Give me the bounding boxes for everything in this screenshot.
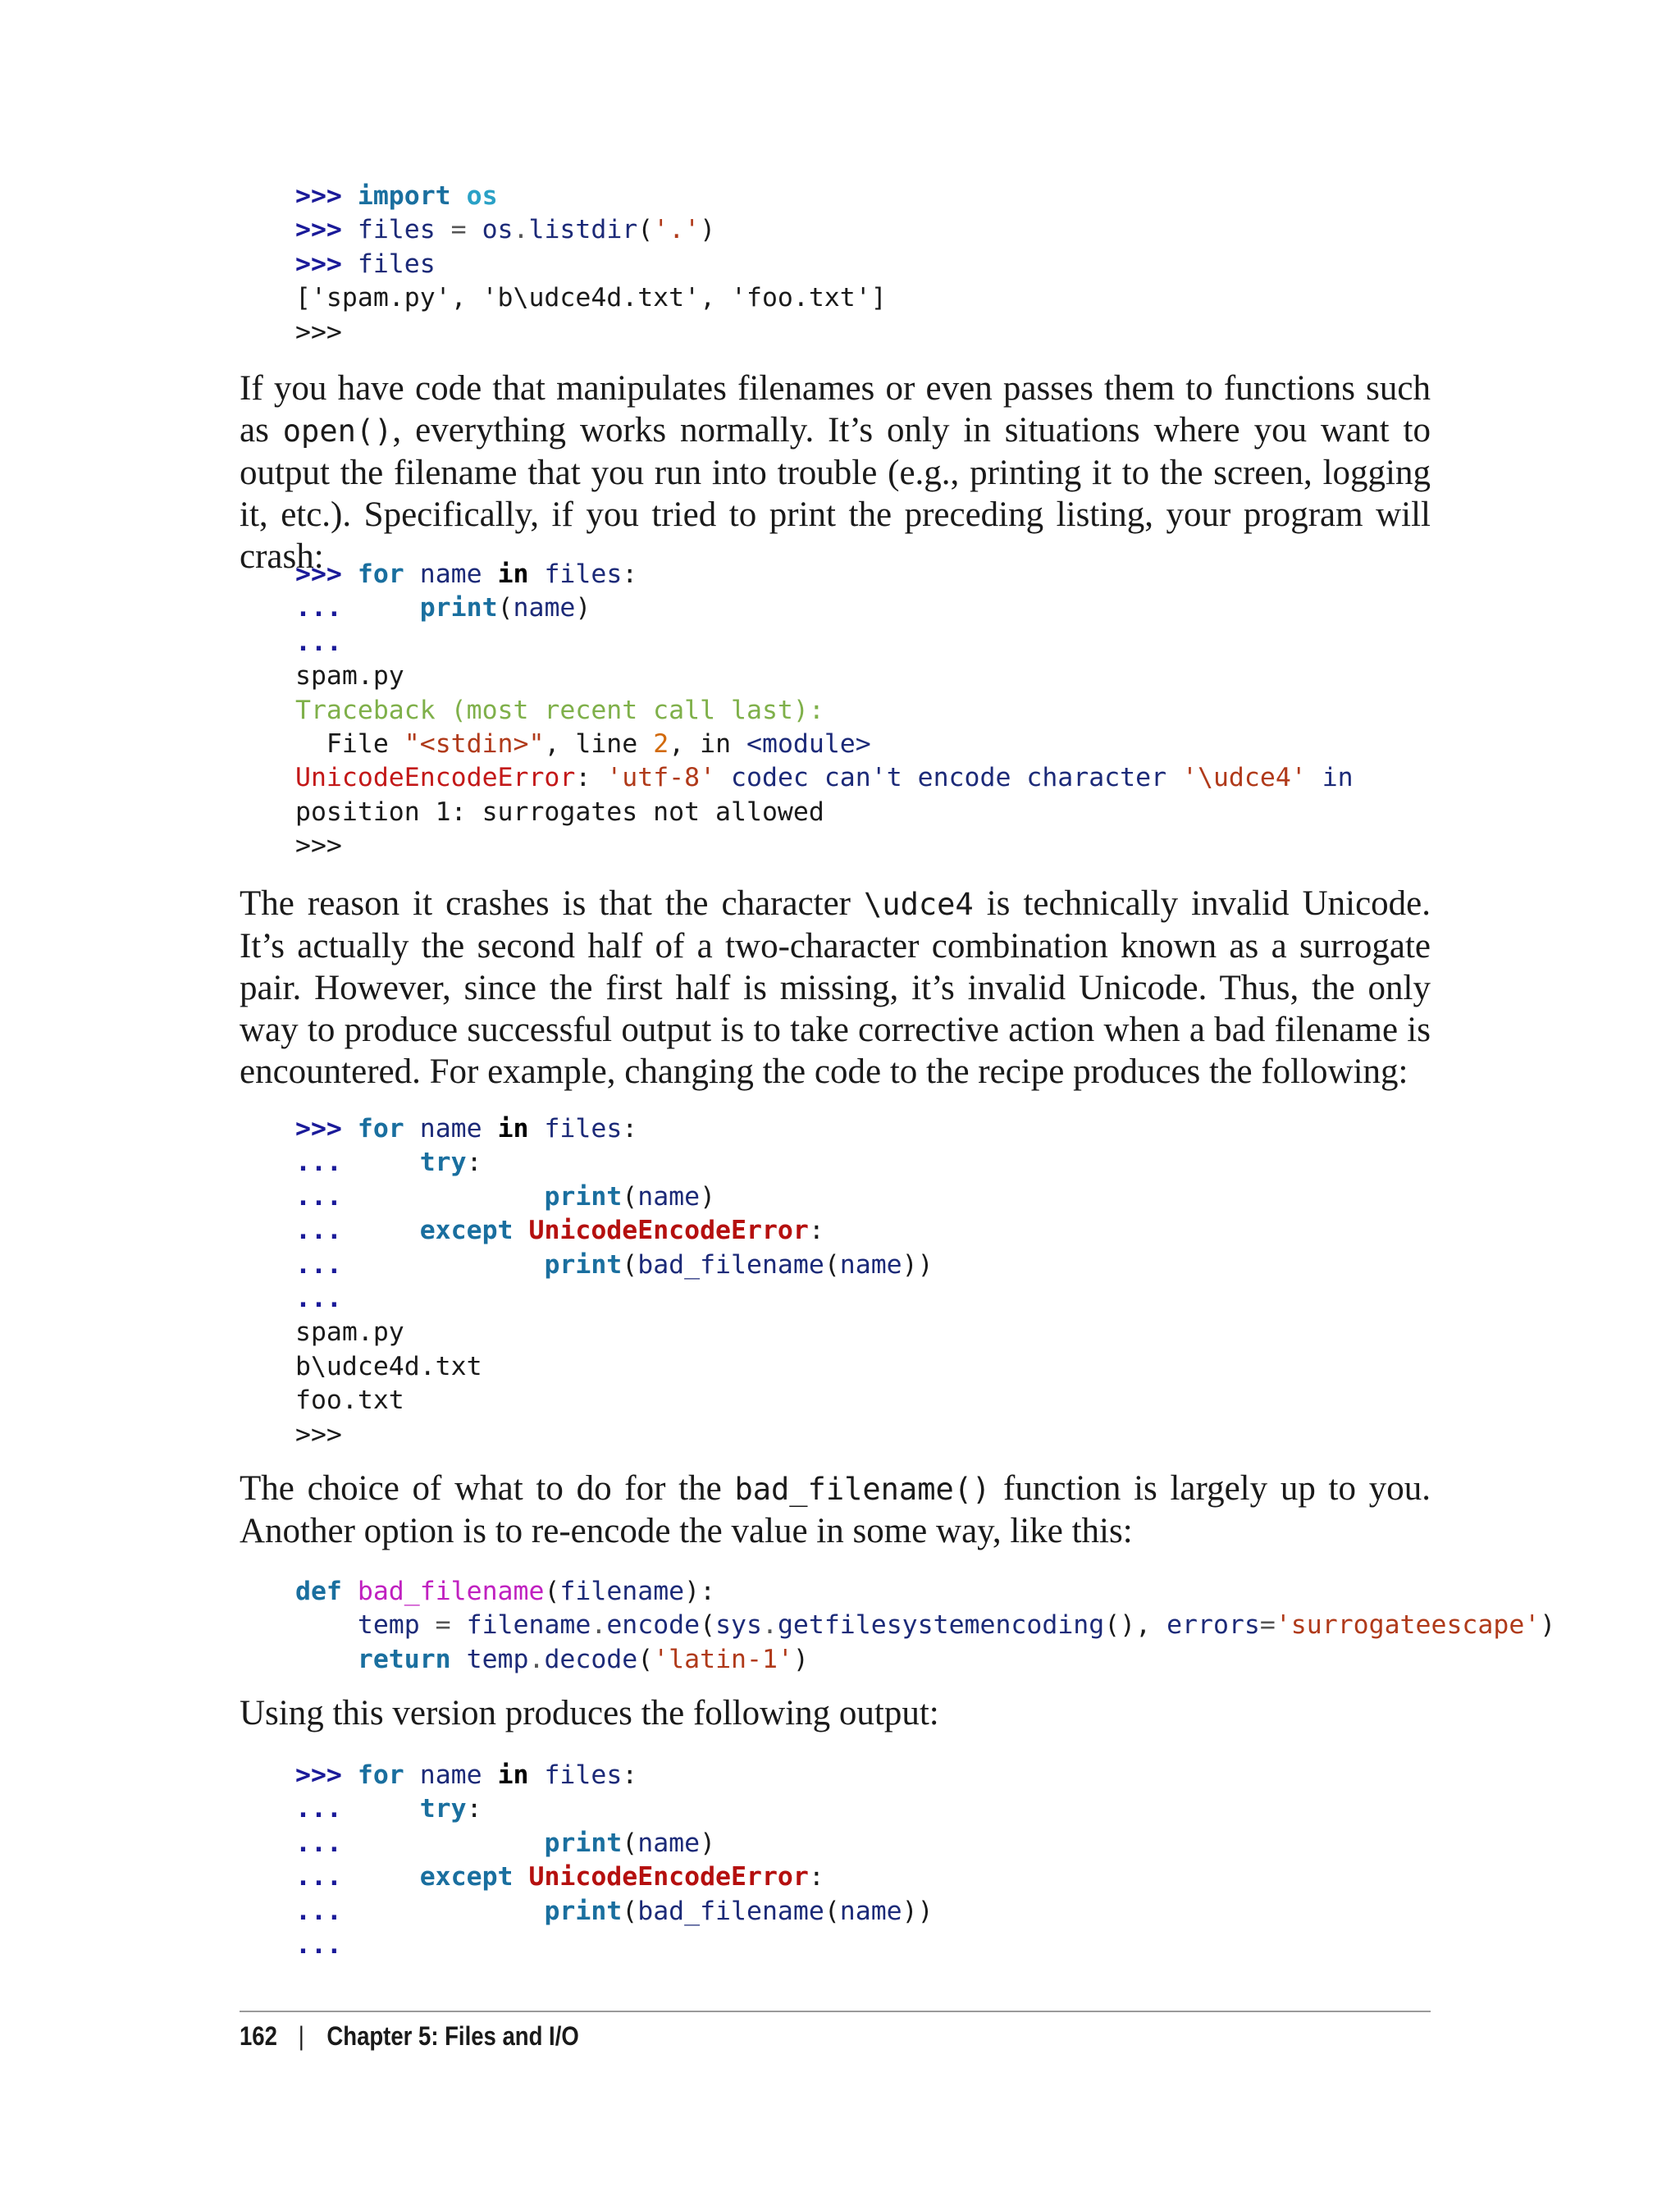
code-token: >>>: [295, 181, 358, 211]
code-token: [295, 1645, 358, 1674]
paragraph-text: , everything works normally. It’s only in situations where you want to output the filename that you run into trouble (e.g., printing it to the screen, logging it, etc.). Specifically, if you tried to print the preceding listing, your program will crash:: [240, 411, 1431, 576]
code-block-crash: [295, 558, 1354, 864]
code-line: [295, 1180, 934, 1214]
code-token: try: [419, 1794, 467, 1824]
code-line: [295, 1418, 934, 1452]
code-token: >>>: [295, 1114, 358, 1144]
code-token: try: [419, 1148, 467, 1178]
code-token: temp: [466, 1644, 529, 1674]
code-token: decode: [544, 1644, 638, 1674]
code-line: [295, 1792, 934, 1826]
code-token: except: [419, 1862, 514, 1892]
code-token: spam.py: [295, 661, 404, 692]
code-token: (: [637, 1644, 654, 1674]
code-token: >>>: [295, 559, 358, 589]
code-token: name: [513, 593, 576, 623]
code-line: [295, 728, 1354, 761]
code-token: bad_filename: [637, 1249, 824, 1280]
code-token: [514, 1216, 529, 1245]
code-token: >>>: [295, 317, 342, 347]
code-token: files: [357, 249, 436, 279]
code-token: print: [544, 1896, 623, 1926]
code-token: ): [700, 1828, 716, 1858]
code-token: (: [544, 1577, 560, 1606]
code-token: ...: [295, 593, 420, 623]
code-token: =: [435, 215, 482, 245]
code-token: name: [419, 1760, 482, 1790]
code-token: (: [824, 1896, 840, 1926]
code-token: name: [637, 1181, 701, 1212]
code-token: listdir: [528, 215, 638, 245]
paragraph-text: The choice of what to do for the: [240, 1469, 735, 1508]
code-line: [295, 248, 887, 281]
inline-code: \udce4: [864, 887, 974, 922]
code-token: b\udce4d.txt: [295, 1351, 482, 1381]
code-token: , in: [669, 728, 747, 759]
paragraph-text: function is largely up to you. Another option is to re-encode the value in some way, like this:: [240, 1469, 1431, 1550]
code-token: UnicodeEncodeError: [528, 1216, 809, 1246]
code-token: return: [357, 1644, 451, 1674]
code-line: [295, 1895, 934, 1929]
paragraph-crash-reason: [240, 883, 1431, 1093]
code-line: [295, 1146, 934, 1180]
code-token: :: [575, 763, 607, 793]
code-token: :: [622, 559, 638, 589]
code-line: [295, 1316, 934, 1349]
code-token: in: [497, 1114, 529, 1144]
code-token: >>>: [295, 1760, 358, 1790]
code-token: bad_filename: [357, 1577, 545, 1606]
code-token: ...: [295, 1828, 545, 1858]
code-block-bad-filename-def: [295, 1575, 1555, 1677]
code-token: print: [544, 1828, 623, 1858]
code-token: [1166, 763, 1182, 792]
paragraph-text: Using this version produces the following output:: [240, 1694, 939, 1732]
code-token: errors: [1166, 1610, 1260, 1641]
code-token: in: [1322, 763, 1354, 793]
code-line: [295, 316, 887, 349]
code-token: [342, 1577, 358, 1606]
code-token: for: [357, 559, 404, 589]
code-token: .: [761, 1610, 778, 1641]
code-token: encode: [606, 1610, 701, 1641]
inline-code: open(): [282, 413, 393, 449]
code-token: name: [419, 559, 482, 589]
code-token: UnicodeEncodeError: [295, 763, 576, 793]
code-token: <module>: [746, 728, 871, 759]
code-token: spam.py: [295, 1317, 404, 1348]
code-token: name: [637, 1828, 701, 1858]
code-token: Traceback (most recent call last):: [295, 695, 824, 725]
code-token: ):: [684, 1577, 716, 1606]
code-token: files: [544, 1114, 623, 1144]
code-token: :: [622, 1114, 638, 1144]
code-token: files: [544, 559, 623, 589]
page-footer: [240, 2021, 579, 2052]
code-block-recipe: [295, 1112, 934, 1452]
code-token: ...: [295, 1896, 545, 1926]
code-token: ...: [295, 1794, 420, 1824]
code-token: ...: [295, 1148, 420, 1178]
code-line: [295, 1575, 1555, 1609]
code-token: :: [622, 1760, 638, 1790]
code-token: )): [902, 1249, 934, 1280]
code-token: (: [622, 1181, 638, 1212]
code-token: [715, 763, 731, 792]
code-token: ): [700, 215, 716, 245]
code-token: [529, 1114, 545, 1144]
code-block-recipe-repeat: [295, 1759, 934, 1962]
code-token: files: [544, 1760, 623, 1790]
code-token: 2: [653, 728, 669, 759]
code-token: os: [466, 181, 498, 211]
code-token: .: [513, 215, 529, 245]
code-token: :: [808, 1216, 824, 1246]
code-line: [295, 180, 887, 213]
code-line: [295, 829, 1354, 863]
code-token: ): [1540, 1610, 1556, 1641]
code-token: name: [839, 1896, 902, 1926]
paragraph-text: The reason it crashes is that the character: [240, 884, 865, 923]
code-token: ...: [295, 627, 342, 657]
code-token: bad_filename: [637, 1896, 824, 1926]
code-token: UnicodeEncodeError: [528, 1862, 809, 1892]
code-token: :: [466, 1148, 482, 1178]
inline-code: bad_filename(): [734, 1472, 991, 1507]
paragraph-filenames-output: [240, 368, 1431, 578]
code-token: [1307, 763, 1322, 792]
code-line: [295, 1214, 934, 1248]
code-token: os: [482, 215, 514, 245]
code-token: '\udce4': [1182, 763, 1307, 793]
code-token: ...: [295, 1181, 545, 1212]
code-token: ): [700, 1181, 716, 1212]
code-token: [404, 1114, 420, 1144]
code-token: )): [902, 1896, 934, 1926]
code-token: files: [357, 215, 436, 245]
code-line: [295, 1860, 934, 1894]
page-number: 162: [240, 2021, 277, 2051]
code-line: [295, 1609, 1555, 1642]
footer-rule: [240, 2011, 1431, 2012]
code-token: [482, 1760, 498, 1790]
code-token: ...: [295, 1283, 342, 1313]
code-token: ['spam.py', 'b\udce4d.txt', 'foo.txt']: [295, 283, 887, 313]
paragraph-bad-filename-choice: [240, 1468, 1431, 1552]
code-token: in: [497, 559, 529, 589]
code-token: 'latin-1': [653, 1644, 793, 1674]
code-token: foo.txt: [295, 1386, 404, 1416]
code-line: [295, 694, 1354, 728]
code-token: ): [792, 1644, 809, 1674]
code-token: :: [808, 1862, 824, 1892]
code-token: File: [295, 728, 404, 759]
code-line: [295, 1350, 934, 1384]
code-line: [295, 213, 887, 247]
code-token: def: [295, 1577, 342, 1606]
footer-separator: |: [298, 2021, 304, 2051]
code-token: [482, 1114, 498, 1144]
code-token: [451, 1645, 467, 1674]
code-token: print: [544, 1181, 623, 1212]
code-token: (: [497, 593, 514, 623]
code-token: :: [466, 1794, 482, 1824]
code-token: codec can't encode character: [731, 763, 1167, 793]
paragraph-using-version: [240, 1692, 1431, 1734]
code-line: [295, 558, 1354, 591]
code-token: ...: [295, 1216, 420, 1246]
code-token: (),: [1104, 1610, 1167, 1641]
code-block-listdir: [295, 180, 887, 349]
code-line: [295, 1759, 934, 1792]
code-token: getfilesystemencoding: [777, 1610, 1105, 1641]
code-token: [404, 1760, 420, 1790]
code-line: [295, 1643, 1555, 1677]
code-token: .: [528, 1644, 545, 1674]
code-line: [295, 761, 1354, 795]
code-token: position 1: surrogates not allowed: [295, 797, 824, 827]
code-token: (: [622, 1828, 638, 1858]
code-token: ...: [295, 1249, 545, 1280]
code-token: >>>: [295, 831, 342, 861]
code-token: (: [622, 1896, 638, 1926]
code-token: filename: [559, 1577, 685, 1606]
code-line: [295, 626, 1354, 660]
paragraph-text: is technically invalid Unicode. It’s actually the second half of a two-character combination known as a surrogate pair. However, since the first half is missing, it’s invalid Unicode. Thus, the only way to produce successful output is to take corrective action when a bad filename is encountered. For example, changing the code to the recipe produces the following:: [240, 884, 1431, 1091]
code-line: [295, 1384, 934, 1418]
code-token: =: [1259, 1610, 1276, 1641]
code-token: .: [591, 1610, 607, 1641]
code-line: [295, 591, 1354, 625]
code-token: >>>: [295, 1419, 342, 1449]
code-token: filename: [466, 1610, 591, 1641]
code-token: name: [839, 1249, 902, 1280]
paragraph-text: If you have code that manipulates filenames or even passes them to functions such as: [240, 369, 1431, 450]
code-line: [295, 1827, 934, 1860]
code-token: [482, 559, 498, 589]
code-line: [295, 281, 887, 315]
code-token: [514, 1862, 529, 1892]
code-token: "<stdin>": [404, 728, 545, 759]
code-token: '.': [653, 215, 701, 245]
code-token: [295, 1610, 358, 1640]
code-token: =: [419, 1610, 467, 1641]
code-line: [295, 1282, 934, 1316]
code-token: [529, 559, 545, 589]
code-token: import: [357, 181, 451, 211]
code-token: 'utf-8': [606, 763, 716, 793]
code-token: for: [357, 1114, 404, 1144]
code-token: (: [637, 215, 654, 245]
code-token: sys: [715, 1610, 762, 1641]
code-token: temp: [357, 1610, 420, 1641]
code-token: [404, 559, 420, 589]
code-token: >>>: [295, 215, 358, 245]
code-token: , line: [544, 728, 654, 759]
code-token: name: [419, 1114, 482, 1144]
code-token: [529, 1760, 545, 1790]
code-line: [295, 1249, 934, 1282]
code-token: >>>: [295, 249, 358, 279]
code-line: [295, 660, 1354, 693]
code-token: for: [357, 1760, 404, 1790]
code-token: ): [575, 593, 591, 623]
code-line: [295, 796, 1354, 829]
chapter-title: Chapter 5: Files and I/O: [326, 2021, 579, 2051]
code-token: ...: [295, 1929, 342, 1960]
code-token: (: [700, 1610, 716, 1641]
code-token: (: [622, 1249, 638, 1280]
code-token: print: [544, 1249, 623, 1280]
code-token: ...: [295, 1862, 420, 1892]
code-token: in: [497, 1760, 529, 1790]
code-token: print: [419, 593, 498, 623]
code-token: [451, 181, 467, 211]
code-token: (: [824, 1249, 840, 1280]
code-line: [295, 1929, 934, 1962]
code-token: except: [419, 1216, 514, 1246]
code-line: [295, 1112, 934, 1146]
code-token: 'surrogateescape': [1275, 1610, 1541, 1641]
